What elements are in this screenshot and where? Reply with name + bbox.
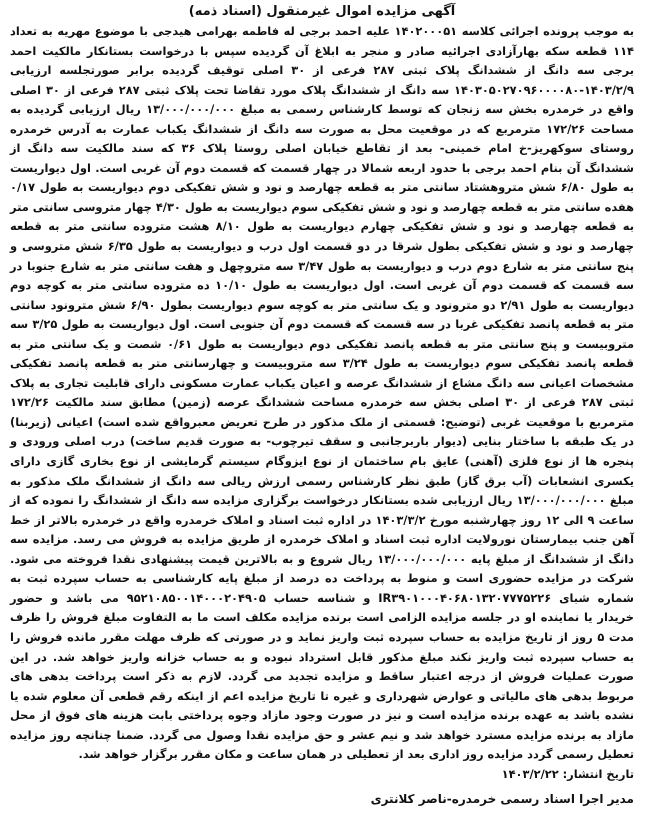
- signature: مدیر اجرا اسناد رسمی خرمدره-ناصر کلانتری: [370, 791, 634, 806]
- publish-date: تاریخ انتشار: ۱۴۰۳/۲/۲۲: [501, 766, 634, 781]
- notice-body: به موجب پرونده اجرائی کلاسه ۱۴۰۲۰۰۰۵۱ علیه احمد برجی له فاطمه بهرامی هیدجی با موضوع مهریه به تعداد ۱۱۴ قطعه سکه بهارآزادی اجرائیه صادر و منجر به ابلاغ آن گردیده سپس با درخواست بستانکار مالکیت احمد برجی سه دانگ از ششدانگ پلاک ثبتی ۲۸۷ فرعی از ۳۰ اصلی توقیف گردیده برابر صورتجلسه ارزیابی ۱۴۰۳/۲/۹-۱۴۰۳۰۵۰۲۷۰۹۶۰۰۰۰۸۰ سه دانگ از ششدانگ پلاک مورد تقاضا تحت پلاک ثبتی ۲۸۷ فرعی از ۳۰ اصلی واقع در خرمدره بخش سه زنجان که توسط کارشناس رسمی به مبلغ ۱۳/۰۰۰/۰۰۰/۰۰۰ ریال ارزیابی گردیده به مساحت ۱۷۲/۲۶ مترمربع که در موقعیت محل به صورت سه دانگ از ششدانگ یکباب عمارت به آدرس خرمدره روستای سوکهریز-خ امام خمینی- بعد از تقاطع خیابان اصلی روستا پلاک ۳۶ که سند مالکیت سه دانگ از ششدانگ آن بنام احمد برجی با حدود اربعه شمالا در چهار قسمت که قسمت دوم آن غربی است. اول دیواریست به طول ۶/۸۰ شش متروهشتاد سانتی متر به قطعه چهارصد و نود و شش تفکیکی دوم دیواریست به طول ۰/۱۷ هفده سانتی متر به قطعه چهارصد و نود و شش تفکیکی سوم دیواریست به طول ۴/۳۰ چهار متروسی سانتی متر به قطعه چهارصد و نود و شش تفکیکی چهارم دیواریست به طول ۸/۱۰ هشت متروده سانتی متر به قطعه چهارصد و نود و شش تفکیکی بطول شرقا در دو قسمت اول درب و دیواریست به طول ۶/۳۵ شش متروسی و پنج سانتی متر به شارع دوم درب و دیواریست به طول ۳/۴۷ سه متروچهل و هفت سانتی متر به شارع جنوبا در سه قسمت که قسمت دوم آن غربی است. اول دیواریست به طول ۱۰/۱۰ ده متروده سانتی متر به کوچه دوم دیواریست به طول ۲/۹۱ دو مترونود و یک سانتی متر به کوچه سوم دیواریست بطول ۶/۹۰ شش مترونود سانتی متر به قطعه پانصد تفکیکی غربا در سه قسمت که قسمت دوم آن جنوبی است. اول دیواریست به طول ۳/۲۵ سه متروبیست و پنج سانتی متر به قطعه پانصد تفکیکی دوم دیواریست به طول ۰/۶۱ شصت و یک سانتی متر به قطعه پانصد تفکیکی سوم دیواریست به طول ۳/۲۴ سه متروبیست و چهارسانتی متر به قطعه پانصد تفکیکی مشخصات اعیانی سه دانگ مشاع از ششدانگ عرصه و اعیان یکباب عمارت مسکونی دارای قابلیت تجاری به پلاک ثبتی ۲۸۷ فرعی از ۳۰ اصلی بخش سه خرمدره مساحت ششدانگ عرصه (زمین) مطابق سند مالکیت ۱۷۲/۲۶ مترمربع با موقعیت غربی (توضیح: قسمتی از ملک مذکور در طرح تعریض معبرواقع شده است) اعیانی (زیربنا) در یک طبقه با ساختار بنایی (دیوار باربرجانبی و سقف تیرچوب- به صورت قدیم ساخت) درب اصلی ورودی و پنجره ها از نوع فلزی (آهنی) عایق بام ساختمان از نوع ایزوگام سیستم گرمایشی از نوع بخاری گازی دارای یکسری انشعابات (آب برق گاز) طبق نظر کارشناس رسمی ارزش ریالی سه دانگ از ششدانگ ملک مذکور به مبلغ ۱۳/۰۰۰/۰۰۰/۰۰۰ ریال ارزیابی شده بستانکار درخواست برگزاری مزایده سه دانگ از ششدانگ را نموده که از ساعت ۹ الی ۱۲ روز چهارشنبه مورخ ۱۴۰۳/۳/۲ در اداره ثبت اسناد و املاک خرمدره واقع در خرمدره بالاتر از خط آهن جنب بیمارستان نورولایت اداره ثبت اسناد و املاک خرمدره از طریق مزایده به فروش می رسد. مزایده سه دانگ از ششدانگ از مبلغ پایه ۱۳/۰۰۰/۰۰۰/۰۰۰ ریال شروع و به بالاترین قیمت پیشنهادی نقدا فروخته می شود. شرکت در مزایده حضوری است و منوط به پرداخت ده درصد از مبلغ پایه کارشناسی به حساب سپرده ثبت به شماره شبای IR۳۹۰۱۰۰۰۴۰۶۸۰۱۳۲۰۷۷۷۵۲۲۶ و شناسه حساب ۹۵۲۱۰۸۵۰۰۱۴۰۰۰۲۰۴۹۰۵ می باشد و حضور خریدار یا نماینده او در جلسه مزایده الزامی است برنده مزایده مکلف است ما به التفاوت مبلغ فروش را ظرف مدت ۵ روز از تاریخ مزایده به حساب سپرده ثبت واریز نماید و در صورتی که ظرف مهلت مقرر مانده فروش را به حساب سپرده ثبت واریز نکند مبلغ مذکور قابل استرداد نبوده و به حساب خزانه واریز خواهد شد. در این صورت عملیات فروش از درجه اعتبار ساقط و مزایده تجدید می گردد. لازم به ذکر است پرداخت بدهی های مربوط بدهی های مالیاتی و عوارض شهرداری و غیره تا تاریخ مزایده اعم از اینکه رقم قطعی آن معلوم شده یا نشده باشد به عهده برنده مزایده است و نیز در صورت وجود مازاد وجوه پرداختی بابت هزینه های فوق از محل مازاد به برنده مزایده مسترد خواهد شد و نیم عشر و حق مزایده نقدا وصول می گردد. ضمنا چنانچه روز مزایده تعطیل رسمی گردد مزایده روز اداری بعد از تعطیلی در همان ساعت و مکان مقرر برگزار خواهد شد.: [10, 24, 635, 762]
- notice-title: آگهی مزایده اموال غیرمنقول (اسناد ذمه): [188, 4, 456, 19]
